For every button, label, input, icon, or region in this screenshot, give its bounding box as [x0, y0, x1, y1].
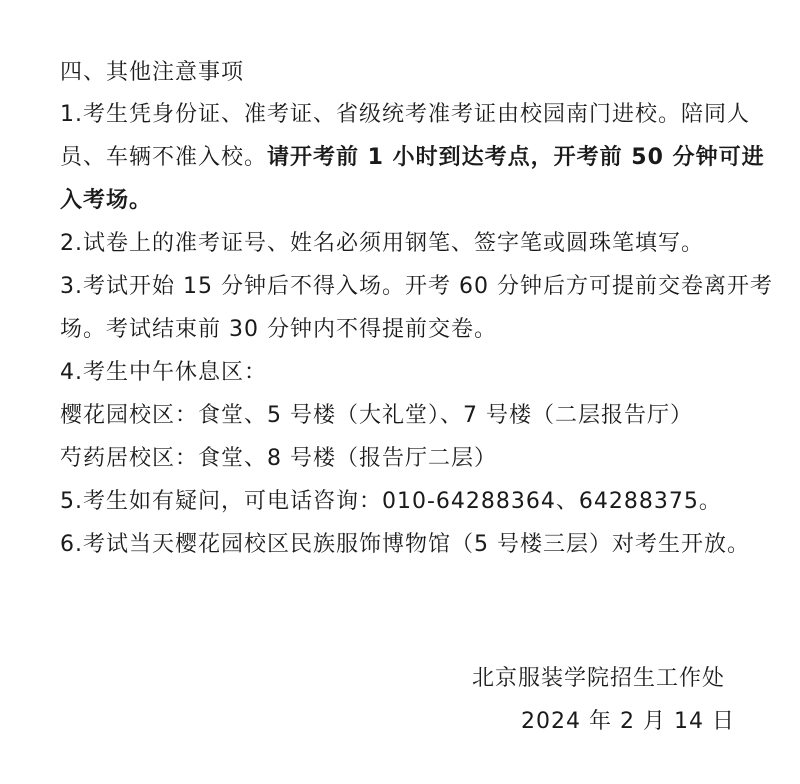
item-1-line-3: 入考场。	[60, 188, 153, 213]
signature-org: 北京服装学院招生工作处	[472, 666, 726, 691]
item-3-line-1: 3.考试开始 15 分钟后不得入场。开考 60 分钟后方可提前交卷离开考	[60, 274, 773, 299]
item-4-campus-2: 芍药居校区：食堂、8 号楼（报告厅二层）	[60, 446, 497, 471]
item-1-line-2	[60, 143, 765, 173]
item-5: 5.考生如有疑问，可电话咨询：010-64288364、64288375。	[60, 489, 722, 514]
item-2: 2.试卷上的准考证号、姓名必须用钢笔、签字笔或圆珠笔填写。	[60, 231, 704, 256]
item-1-line-2-bold: 请开考前 1 小时到达考点，开考前 50 分钟可进	[267, 145, 765, 170]
item-4-title: 4.考生中午休息区：	[60, 360, 267, 385]
section-title: 四、其他注意事项	[60, 60, 245, 85]
item-3-line-2: 场。考试结束前 30 分钟内不得提前交卷。	[60, 317, 497, 342]
signature-date: 2024 年 2 月 14 日	[521, 709, 735, 734]
item-6: 6.考试当天樱花园校区民族服饰博物馆（5 号楼三层）对考生开放。	[60, 532, 750, 557]
item-1-line-1: 1.考生凭身份证、准考证、省级统考准考证由校园南门进校。陪同人	[60, 102, 750, 127]
item-4-campus-1: 樱花园校区：食堂、5 号楼（大礼堂）、7 号楼（二层报告厅）	[60, 403, 693, 428]
item-1-line-2-normal: 员、车辆不准入校。	[60, 145, 268, 170]
